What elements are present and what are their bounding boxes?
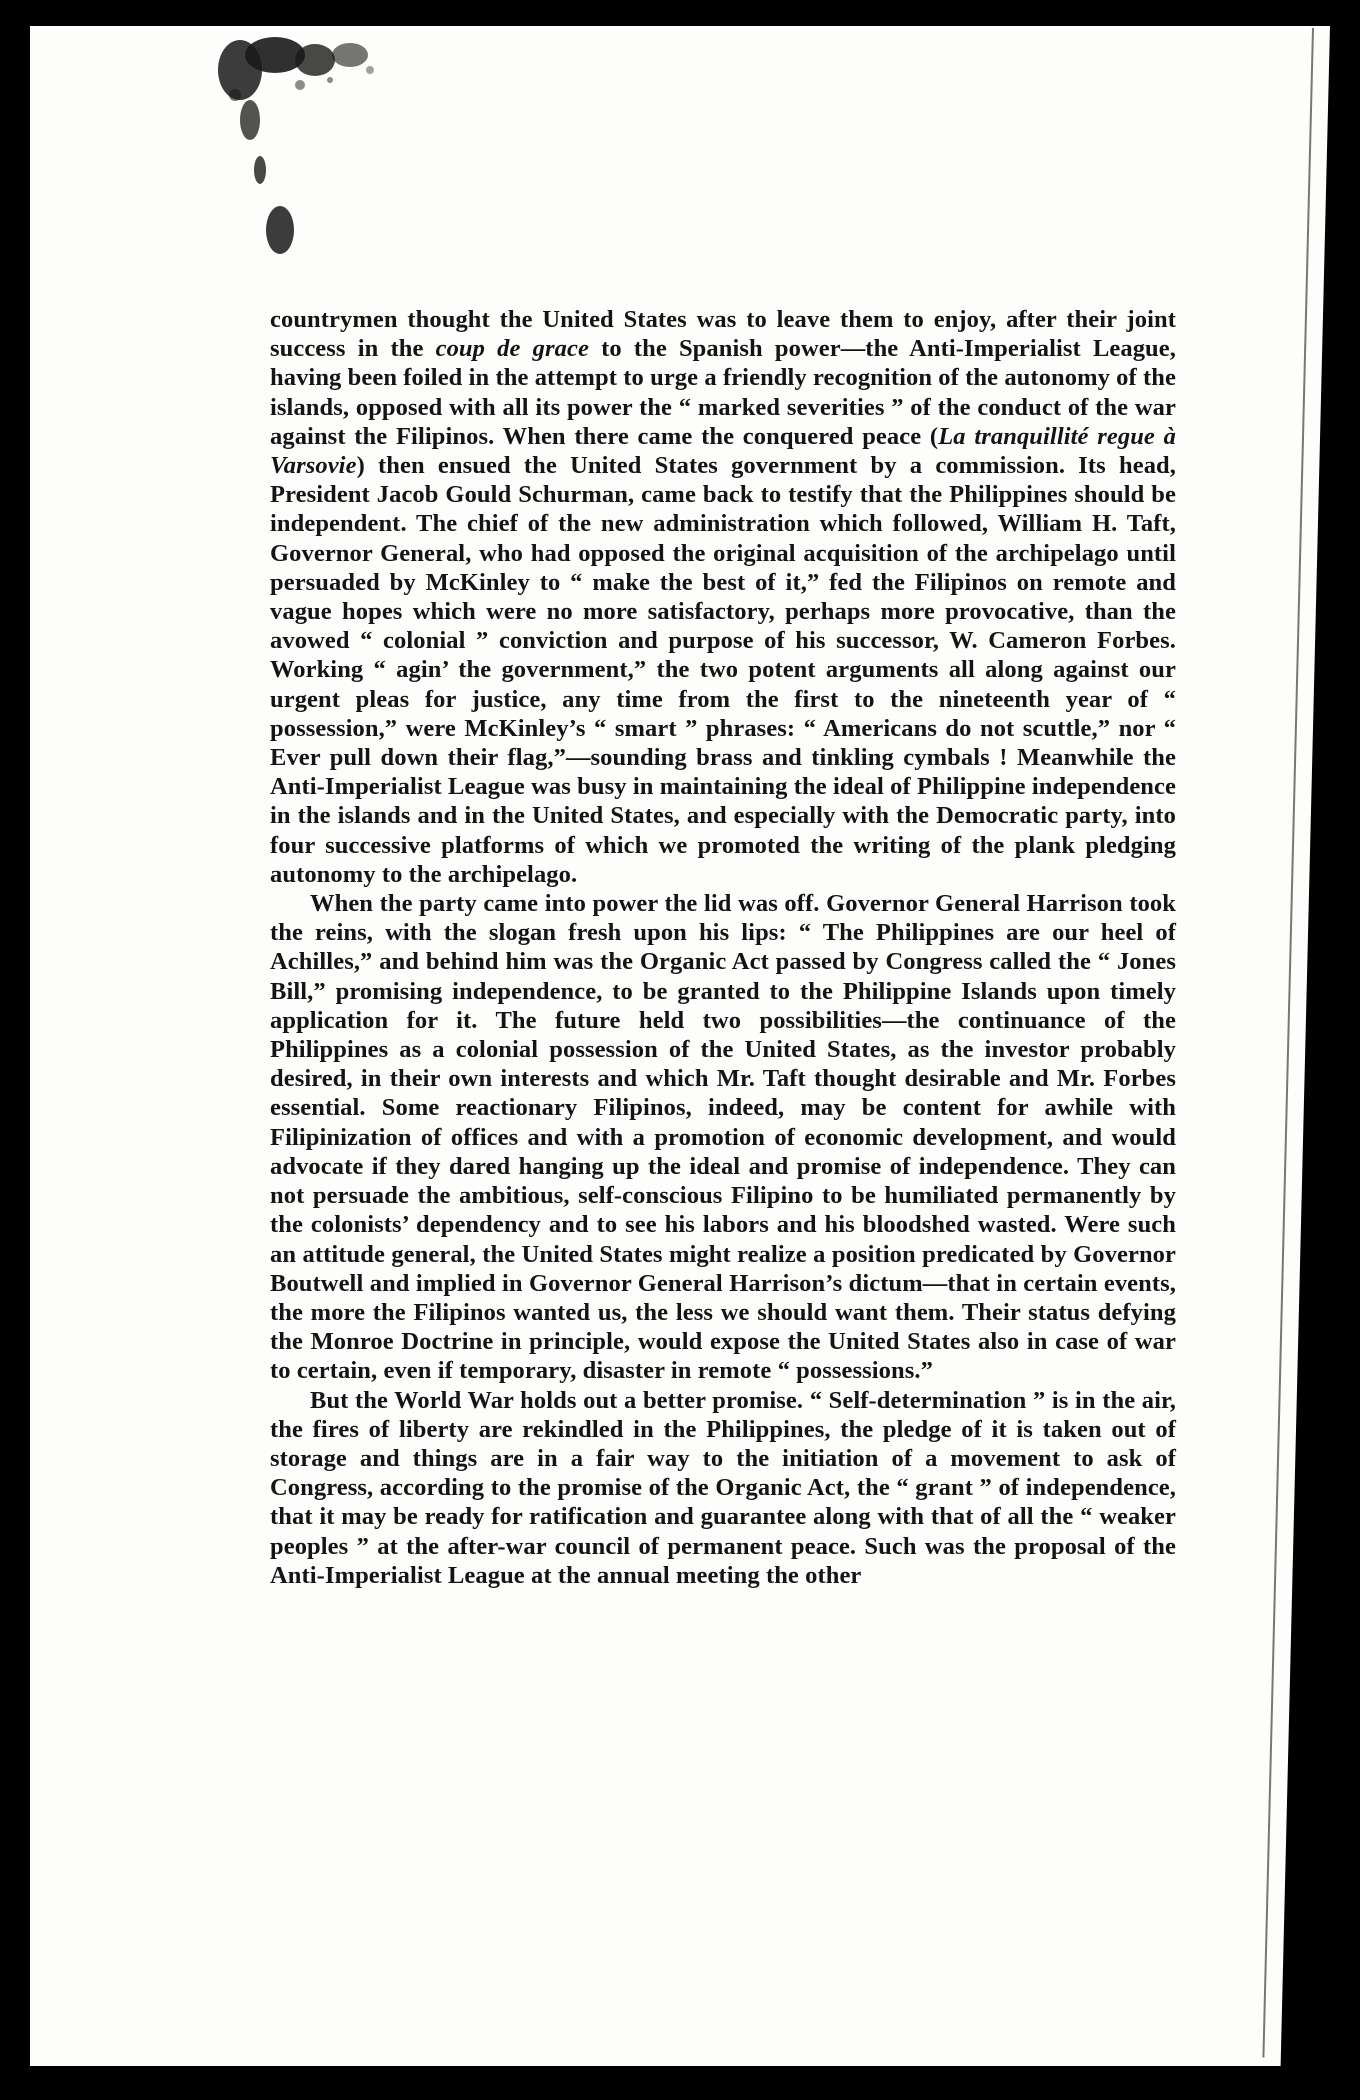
paragraph-3: But the World War holds out a better promise. “ Self-determination ” is in the air, the fires of liberty are rekindled in the Philippines, the pledge of it is taken out of storage and things are in a fair way to the initiation of a movement to ask of Congress, according to the promise of the Organic Act, the “ grant ” of independence, that it may be ready for ratification and guarantee along with that of all the “ weaker peoples ” at the after-war council of permanent peace. Such was the proposal of the Anti-Imperialist League at the annual meeting the other [270,1386,1176,1589]
paragraph-1: countrymen thought the United States was to leave them to enjoy, after their joint success in the coup de grace to the Spanish power—the Anti-Imperialist League, having been foiled in the attempt to urge a friendly recognition of the autonomy of the islands, opposed with all its power the “ marked severities ” of the conduct of the war against the Filipinos. When there came the conquered peace (La tranquillité regue à Varsovie) then ensued the United States government by a commission. Its head, President Jacob Gould Schurman, came back to testify that the Philippines should be independent. The chief of the new administration which followed, William H. Taft, Governor General, who had opposed the original acquisition of the archipelago until persuaded by McKinley to “ make the best of it,” fed the Filipinos on remote and vague hopes which were no more satisfactory, perhaps more provocative, than the avowed “ colonial ” conviction and purpose of his successor, W. Cameron Forbes. Working “ agin’ the government,” the two potent arguments all along against our urgent pleas for justice, any time from the first to the nineteenth year of “ possession,” were McKinley’s “ smart ” phrases: “ Americans do not scuttle,” nor “ Ever pull down their flag,”—sounding brass and tinkling cymbals ! Meanwhile the Anti-Imperialist League was busy in maintaining the ideal of Philippine independence in the islands and in the United States, and especially with the Democratic party, into four successive platforms of which we promoted the writing of the plank pledging autonomy to the archipelago. [270,306,1176,888]
body-text [270,305,1176,1590]
paragraph-2: When the party came into power the lid was off. Governor General Harrison took the reins, with the slogan fresh upon his lips: “ The Philippines are our heel of Achilles,” and behind him was the Organic Act passed by Congress called the “ Jones Bill,” promising independence, to be granted to the Philippine Islands upon timely application for it. The future held two possibilities—the continuance of the Philippines as a colonial possession of the United States, as the investor probably desired, in their own interests and which Mr. Taft thought desirable and Mr. Forbes essential. Some reactionary Filipinos, indeed, may be content for awhile with Filipinization of offices and with a promotion of economic development, and would advocate if they dared hanging up the ideal and promise of independence. They can not persuade the ambitious, self-conscious Filipino to be humiliated permanently by the colonists’ dependency and to see his labors and his bloodshed wasted. Were such an attitude general, the United States might realize a position predicated by Governor Boutwell and implied in Governor General Harrison’s dictum—that in certain events, the more the Filipinos wanted us, the less we should want them. Their status defying the Monroe Doctrine in principle, would expose the United States also in case of war to certain, even if temporary, disaster in remote “ possessions.” [270,890,1176,1385]
ink-stain [200,30,500,290]
